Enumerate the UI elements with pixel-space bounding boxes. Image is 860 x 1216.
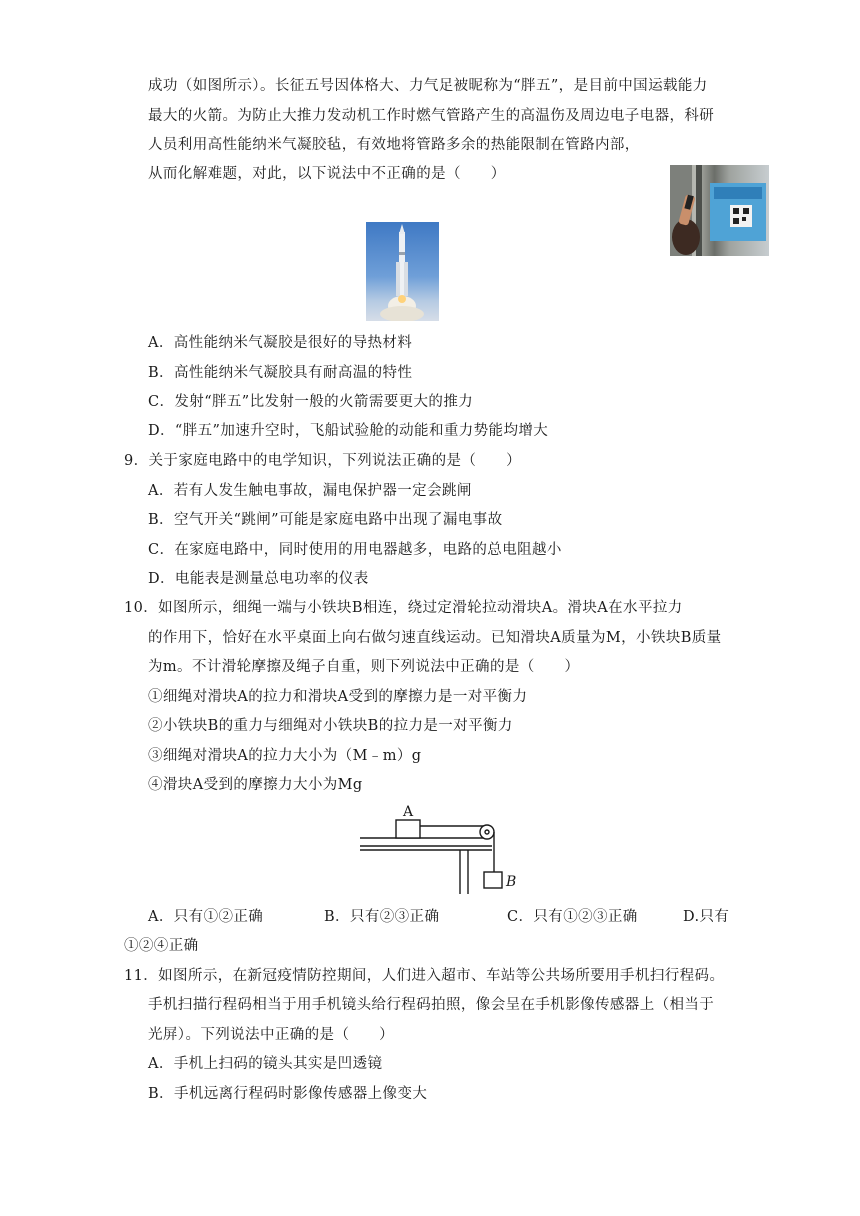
q11-option-b: B．手机远离行程码时影像传感器上像变大	[148, 1086, 428, 1102]
q9-option-d: D．电能表是测量总电功率的仪表	[148, 571, 369, 587]
q10-stem-line-1: 10．如图所示，细绳一端与小铁块B相连，绕过定滑轮拉动滑块A。滑块A在水平拉力	[124, 600, 683, 616]
q8-option-c: C．发射“胖五”比发射一般的火箭需要更大的推力	[148, 394, 474, 410]
q9-option-a: A．若有人发生触电事故，漏电保护器一定会跳闸	[148, 483, 472, 499]
q8-text-line-4: 从而化解难题，对此，以下说法中不正确的是（ ）	[148, 166, 506, 182]
block-a-label: A	[403, 804, 414, 820]
q8-option-d: D．“胖五”加速升空时，飞船试验舱的动能和重力势能均增大	[148, 423, 549, 439]
q9-stem: 9．关于家庭电路中的电学知识，下列说法正确的是（ ）	[124, 453, 522, 469]
q9-option-b: B．空气开关“跳闸”可能是家庭电路中出现了漏电事故	[148, 512, 503, 528]
q9-option-c: C．在家庭电路中，同时使用的用电器越多，电路的总电阻越小	[148, 542, 562, 558]
q8-text-line-2: 最大的火箭。为防止大推力发动机工作时燃气管路产生的高温伤及周边电子电器，科研	[148, 108, 715, 124]
q11-option-a: A．手机上扫码的镜头其实是凹透镜	[148, 1056, 383, 1072]
phone-scan-photo	[670, 165, 769, 256]
q8-text-line-3: 人员利用高性能纳米气凝胶毡，有效地将管路多余的热能限制在管路内部，	[148, 137, 640, 153]
rocket-launch-photo	[366, 222, 439, 321]
q10-statement-2: ②小铁块B的重力与细绳对小铁块B的拉力是一对平衡力	[148, 718, 513, 734]
q10-option-b: B．只有②③正确	[324, 909, 440, 925]
q10-statement-4: ④滑块A受到的摩擦力大小为Mg	[148, 777, 363, 793]
q11-stem-line-3: 光屏）。下列说法中正确的是（ ）	[148, 1027, 395, 1043]
q10-option-d: D.只有	[683, 909, 730, 925]
q10-option-c: C．只有①②③正确	[507, 909, 638, 925]
q11-stem-line-2: 手机扫描行程码相当于用手机镜头给行程码拍照，像会呈在手机影像传感器上（相当于	[148, 997, 715, 1013]
q10-stem-line-3: 为m。不计滑轮摩擦及绳子自重，则下列说法中正确的是（ ）	[148, 659, 580, 675]
q10-option-d-continued: ①②④正确	[124, 938, 199, 954]
q10-option-a: A．只有①②正确	[148, 909, 264, 925]
pulley-diagram	[356, 802, 526, 898]
q10-stem-line-2: 的作用下，恰好在水平桌面上向右做匀速直线运动。已知滑块A质量为M，小铁块B质量	[148, 630, 722, 646]
q10-statement-1: ①细绳对滑块A的拉力和滑块A受到的摩擦力是一对平衡力	[148, 689, 528, 705]
q8-text-line-1: 成功（如图所示）。长征五号因体格大、力气足被昵称为“胖五”，是目前中国运载能力	[148, 78, 708, 94]
q11-stem-line-1: 11．如图所示，在新冠疫情防控期间，人们进入超市、车站等公共场所要用手机扫行程码。	[124, 968, 725, 984]
q10-statement-3: ③细绳对滑块A的拉力大小为（M﹣m）g	[148, 748, 422, 764]
q8-option-a: A．高性能纳米气凝胶是很好的导热材料	[148, 335, 413, 351]
block-b-label: B	[506, 874, 517, 890]
q8-option-b: B．高性能纳米气凝胶具有耐高温的特性	[148, 365, 413, 381]
